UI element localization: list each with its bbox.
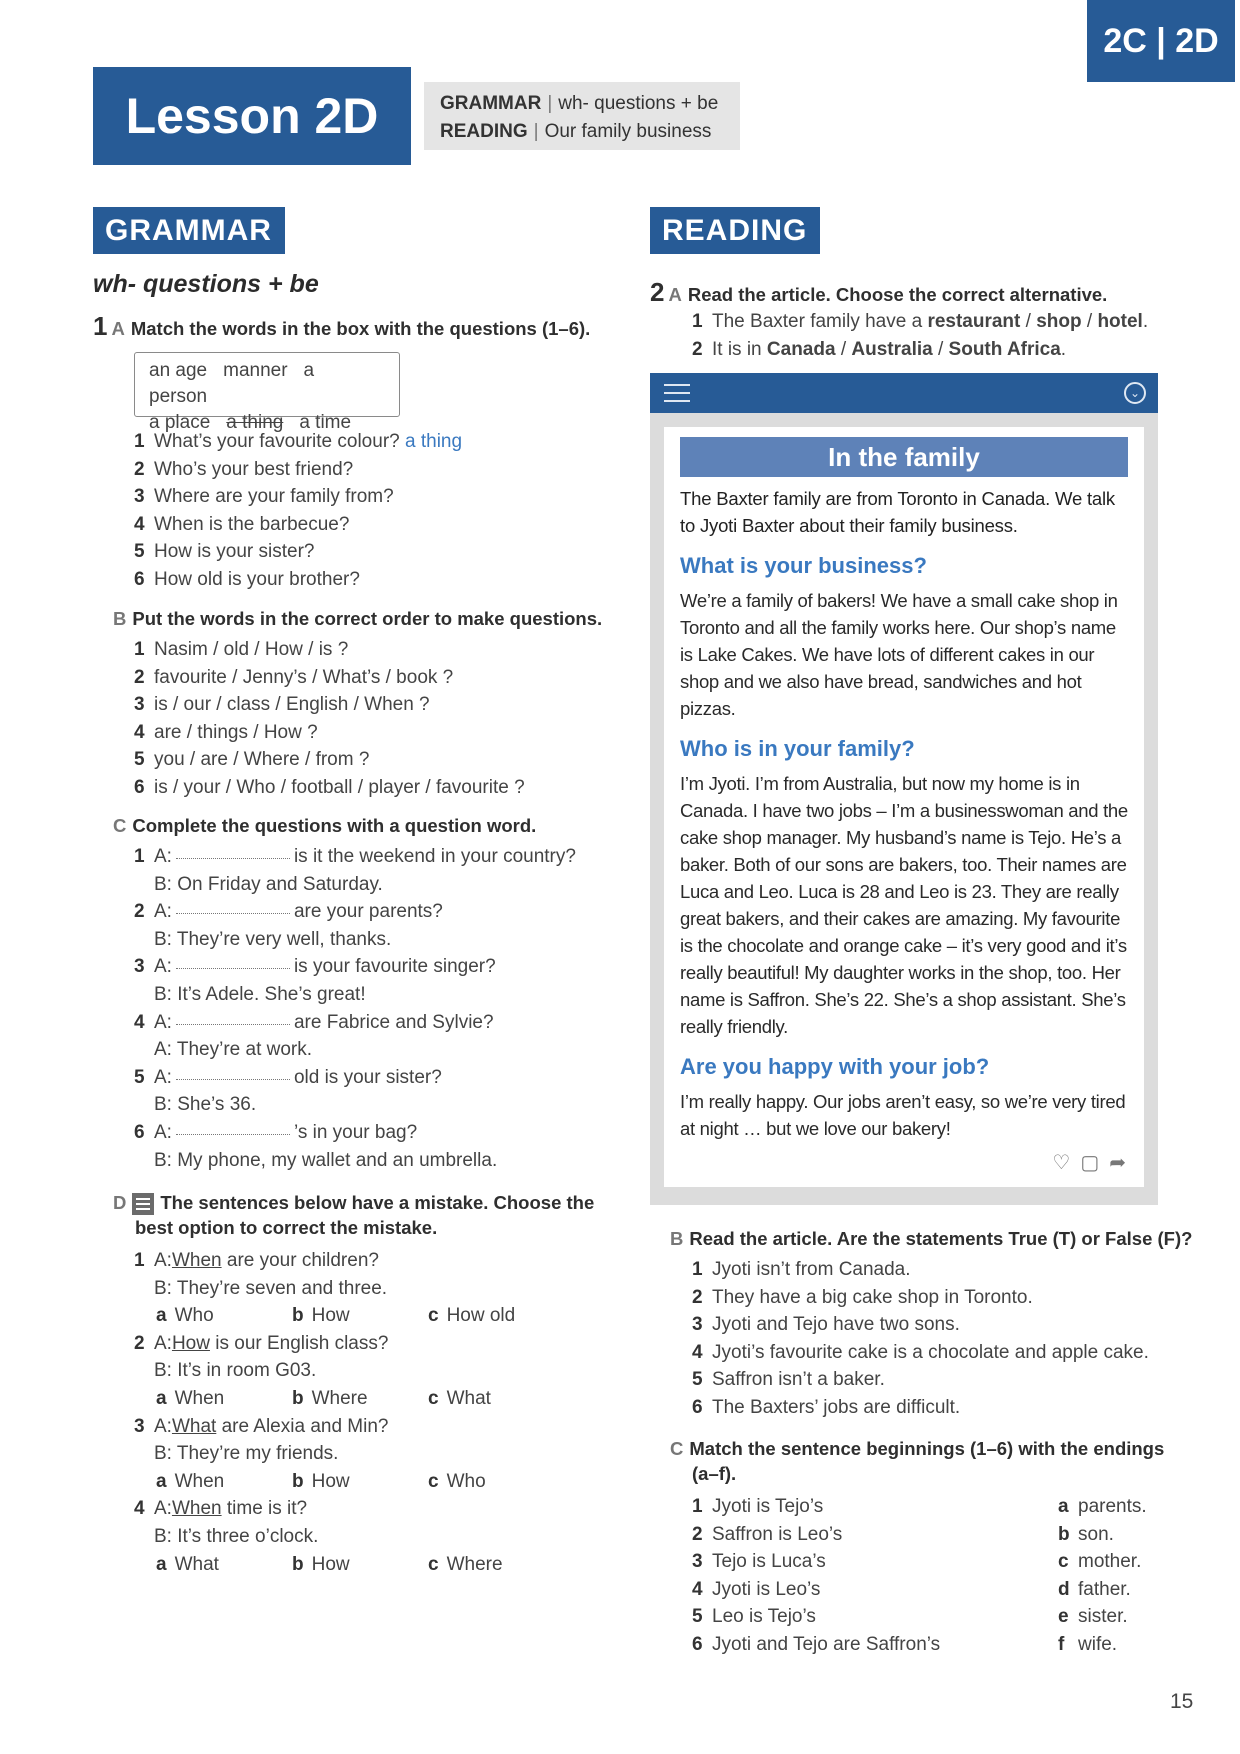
exercise-1c-list <box>134 843 594 1174</box>
item-number: 3 <box>134 956 145 978</box>
list-item <box>134 1413 594 1441</box>
option-letter: a <box>156 1553 167 1575</box>
exercise-1d-instruction <box>113 1190 594 1240</box>
box-word: a time <box>299 412 352 433</box>
exercise-1b-instruction <box>113 608 602 630</box>
reply-line: B: It’s three o’clock. <box>154 1525 319 1547</box>
list-item <box>134 1009 594 1037</box>
article <box>664 427 1144 1187</box>
item-text: favourite / Jenny’s / What’s / book ? <box>154 666 454 688</box>
item-text: you / are / Where / from ? <box>154 749 370 771</box>
option[interactable] <box>156 1468 292 1496</box>
list-item <box>692 1576 1162 1604</box>
item-number: 2 <box>134 458 145 480</box>
option[interactable] <box>428 1551 564 1579</box>
item-text-end: . <box>1060 338 1067 360</box>
list-item <box>692 1256 1192 1284</box>
reply-line: B: It’s in room G03. <box>154 1360 317 1382</box>
item-number: 5 <box>134 541 145 563</box>
exercise-2a-instruction <box>650 277 1107 308</box>
option[interactable] <box>292 1468 428 1496</box>
item-number: 1 <box>692 311 703 332</box>
item-text: It is in <box>712 338 767 360</box>
option-letter: c <box>428 1387 439 1409</box>
item-number: 2 <box>134 1332 145 1354</box>
option-text: When <box>174 1470 225 1492</box>
lesson-title: Lesson 2D <box>93 67 411 165</box>
lesson-topics: GRAMMAR | wh- questions + be READING | Our family business <box>424 82 740 150</box>
list-item <box>134 1247 594 1275</box>
reply-line: B: It’s Adele. She’s great! <box>154 983 366 1005</box>
article-phone-frame <box>650 373 1158 1205</box>
item-number: 6 <box>134 568 145 590</box>
item-text: are Alexia and Min? <box>221 1415 389 1437</box>
ending-letter: f <box>1058 1633 1065 1655</box>
option-row <box>134 1385 594 1413</box>
exercise-letter: C <box>113 815 127 836</box>
option[interactable] <box>292 1385 428 1413</box>
item-text: is / your / Who / football / player / favourite ? <box>154 776 525 798</box>
grammar-heading-text: wh- questions + be <box>93 270 319 298</box>
heart-icon[interactable]: ♡ <box>1052 1152 1071 1174</box>
option-text: What <box>174 1553 219 1575</box>
item-number: 5 <box>134 1066 145 1088</box>
option-row <box>134 1551 594 1579</box>
item-text: Jyoti is Leo’s <box>712 1578 821 1600</box>
topic-label: READING <box>440 121 528 142</box>
exercise-number: 1 <box>93 311 108 341</box>
speaker: A: <box>154 956 172 978</box>
item-text: Who’s your best friend? <box>154 458 354 480</box>
option[interactable] <box>428 1385 564 1413</box>
alternative[interactable]: Australia <box>851 338 933 360</box>
list-item <box>134 636 594 664</box>
item-text: is it the weekend in your country? <box>293 846 576 867</box>
instruction-text: Match the sentence beginnings (1–6) with the endings <box>689 1438 1165 1459</box>
item-text: What’s your favourite colour? <box>154 431 400 452</box>
list-item: 1 The Baxter family have a restaurant / shop / hotel . <box>692 308 1192 336</box>
ending-text: father. <box>1078 1578 1131 1600</box>
option-text: Where <box>311 1387 368 1409</box>
speaker: A: <box>154 901 172 923</box>
exercise-number: 2 <box>650 277 665 307</box>
list-item <box>692 1366 1192 1394</box>
item-number: 6 <box>134 1121 145 1143</box>
exercise-letter: A <box>111 318 125 339</box>
exercise-1d-list <box>134 1247 594 1578</box>
article-paragraph: I’m really happy. Our jobs aren’t easy, so we’re very tired at night … but we love our bakery! <box>680 1091 1126 1139</box>
item-number: 4 <box>692 1341 703 1363</box>
item-text: ’s in your bag? <box>293 1121 418 1143</box>
exercise-2c-instruction <box>670 1436 1164 1486</box>
item-number: 3 <box>692 1551 703 1573</box>
instruction-text: Complete the questions with a question word. <box>132 815 537 836</box>
unit-tab: 2C | 2D <box>1087 0 1235 82</box>
option-letter: c <box>428 1470 439 1492</box>
item-number: 2 <box>134 901 145 923</box>
list-item <box>134 664 594 692</box>
alternative[interactable]: restaurant <box>927 311 1021 332</box>
list-item <box>134 691 594 719</box>
answer-blank[interactable] <box>176 843 290 859</box>
social-actions <box>1052 1150 1126 1175</box>
item-number: 6 <box>134 776 145 798</box>
reply-line: A: They’re at work. <box>154 1039 313 1061</box>
option-letter: b <box>292 1387 304 1409</box>
item-text: They have a big cake shop in Toronto. <box>712 1286 1033 1308</box>
list-item <box>692 1284 1192 1312</box>
speaker: A: <box>154 1011 172 1033</box>
list-item <box>692 1339 1192 1367</box>
reply-line: B: She’s 36. <box>154 1094 257 1116</box>
exercise-2b-instruction <box>670 1228 1192 1250</box>
answer-blank[interactable] <box>176 953 290 969</box>
item-text: Jyoti is Tejo’s <box>712 1496 824 1517</box>
option-row <box>134 1468 594 1496</box>
list-item <box>134 1119 594 1147</box>
exercise-letter: B <box>113 608 127 629</box>
topic-value: Our family business <box>544 121 712 142</box>
exercise-2a-list <box>692 308 1192 363</box>
item-text: is our English class? <box>215 1332 389 1354</box>
speaker: A: <box>154 1332 172 1354</box>
option-letter: c <box>428 1553 439 1575</box>
exercise-1a-list <box>134 428 574 594</box>
option-text: How <box>311 1305 350 1327</box>
reply-line: B: They’re my friends. <box>154 1443 339 1465</box>
item-text: are your parents? <box>293 901 443 923</box>
item-text-end: . <box>1142 311 1149 332</box>
option-letter: b <box>292 1470 304 1492</box>
item-text: The Baxters’ jobs are difficult. <box>712 1396 961 1418</box>
list-item <box>134 746 594 774</box>
item-number: 3 <box>134 1415 145 1437</box>
option-text: When <box>174 1387 225 1409</box>
option-letter: a <box>156 1387 167 1409</box>
item-text: Saffron is Leo’s <box>712 1523 843 1545</box>
item-text: Where are your family from? <box>154 486 394 508</box>
article-subheading: Who is in your family? <box>680 736 915 761</box>
reply-line: B: My phone, my wallet and an umbrella. <box>154 1149 498 1171</box>
exercise-1c-instruction <box>113 815 536 837</box>
article-subheading: What is your business? <box>680 553 927 578</box>
ending-letter: a <box>1058 1496 1069 1517</box>
option[interactable] <box>292 1302 428 1330</box>
item-text: time is it? <box>226 1498 308 1520</box>
item-number: 2 <box>134 666 145 688</box>
box-word: a place <box>149 412 211 433</box>
list-item: 2 It is in Canada / Australia / South Africa . <box>692 336 1192 364</box>
alternative[interactable]: hotel <box>1097 311 1143 332</box>
item-text: Jyoti and Tejo have two sons. <box>712 1314 960 1336</box>
item-number: 2 <box>692 1523 703 1545</box>
speaker: A: <box>154 1250 172 1271</box>
article-subheading: Are you happy with your job? <box>680 1054 990 1079</box>
item-number: 1 <box>692 1259 703 1280</box>
box-word: manner <box>223 360 288 381</box>
exercise-letter: B <box>670 1228 684 1249</box>
mistake-word: When <box>171 1250 222 1271</box>
item-number: 4 <box>134 513 145 535</box>
item-text: is your favourite singer? <box>293 956 496 978</box>
item-number: 4 <box>692 1578 703 1600</box>
ending-text: son. <box>1078 1523 1114 1545</box>
item-text: Jyoti isn’t from Canada. <box>712 1259 911 1280</box>
mistake-word: How <box>171 1332 210 1354</box>
list-item <box>134 538 574 566</box>
ending-letter: d <box>1058 1578 1070 1600</box>
menu-icon[interactable] <box>664 384 690 402</box>
option-text: Who <box>174 1305 214 1327</box>
instruction-text: The sentences below have a mistake. Choose the <box>160 1192 595 1213</box>
list-item <box>134 511 574 539</box>
item-text: The Baxter family have a <box>712 311 928 332</box>
document-icon <box>132 1193 154 1215</box>
option-row <box>134 1302 594 1330</box>
item-text: old is your sister? <box>293 1066 442 1088</box>
alternative[interactable]: Canada <box>766 338 836 360</box>
item-number: 4 <box>134 721 145 743</box>
item-text: How is your sister? <box>154 541 315 563</box>
list-item <box>692 1311 1192 1339</box>
list-item <box>692 1493 1162 1521</box>
item-number: 3 <box>134 694 145 716</box>
list-item <box>134 456 574 484</box>
list-item <box>134 1064 594 1092</box>
article-paragraph: We’re a family of bakers! We have a small cake shop in Toronto and all the family works here. Our shop’s name is Lake Cakes. We have lots of different cakes in our shop and we also have bread, sandwiches and hot pizzas. <box>680 590 1118 719</box>
exercise-2c-list <box>692 1493 1162 1659</box>
item-number: 1 <box>134 846 145 867</box>
ending-letter: c <box>1058 1551 1069 1573</box>
list-item <box>692 1394 1192 1422</box>
item-number: 4 <box>134 1011 145 1033</box>
item-text: Jyoti and Tejo are Saffron’s <box>712 1633 941 1655</box>
item-number: 2 <box>692 338 703 360</box>
item-text: are your children? <box>226 1250 379 1271</box>
list-item <box>134 843 594 871</box>
option-text: How <box>311 1553 350 1575</box>
speaker: A: <box>154 1066 172 1088</box>
item-number: 5 <box>692 1606 703 1628</box>
list-item <box>134 953 594 981</box>
item-number: 1 <box>692 1496 703 1517</box>
item-number: 2 <box>692 1286 703 1308</box>
mistake-word: When <box>171 1498 222 1520</box>
exercise-2b-list <box>692 1256 1192 1422</box>
instruction-text-cont: best option to correct the mistake. <box>135 1217 438 1239</box>
option-letter: b <box>292 1553 304 1575</box>
option-text: How old <box>446 1305 516 1327</box>
list-item <box>134 719 594 747</box>
option-letter: b <box>292 1305 304 1327</box>
exercise-1a-instruction <box>93 311 590 342</box>
speaker: A: <box>154 1121 172 1143</box>
item-number: 3 <box>134 486 145 508</box>
ending-text: parents. <box>1078 1496 1147 1517</box>
option-letter: a <box>156 1470 167 1492</box>
ending-text: wife. <box>1078 1633 1118 1655</box>
reply-line: B: On Friday and Saturday. <box>154 873 383 895</box>
grammar-heading <box>93 270 319 299</box>
topic-label: GRAMMAR <box>440 93 542 114</box>
ending-text: mother. <box>1078 1551 1142 1573</box>
speaker: A: <box>154 1498 172 1520</box>
option[interactable] <box>156 1385 292 1413</box>
item-number: 5 <box>134 749 145 771</box>
speaker: A: <box>154 1415 172 1437</box>
answer-blank[interactable] <box>176 1119 290 1135</box>
list-item <box>134 774 594 802</box>
item-text: are Fabrice and Sylvie? <box>293 1011 494 1033</box>
speaker: A: <box>154 846 172 867</box>
item-text: Nasim / old / How / is ? <box>154 639 349 660</box>
exercise-letter: A <box>668 284 682 305</box>
list-item <box>692 1548 1162 1576</box>
reply-line: B: They’re seven and three. <box>154 1277 388 1299</box>
item-number: 3 <box>692 1314 703 1336</box>
item-text: Jyoti’s favourite cake is a chocolate and apple cake. <box>712 1341 1149 1363</box>
exercise-letter: C <box>670 1438 684 1459</box>
answer-blank[interactable] <box>176 1009 290 1025</box>
list-item <box>134 898 594 926</box>
option-text: Who <box>446 1470 486 1492</box>
item-number: 6 <box>692 1396 703 1418</box>
option-text: What <box>446 1387 491 1409</box>
item-text: is / our / class / English / When ? <box>154 694 430 716</box>
comment-icon[interactable]: ▢ <box>1080 1152 1100 1174</box>
option-letter: c <box>428 1305 439 1327</box>
reading-section-label: READING <box>650 207 820 254</box>
option[interactable] <box>428 1468 564 1496</box>
item-text: are / things / How ? <box>154 721 318 743</box>
option-text: How <box>311 1470 350 1492</box>
alternative[interactable]: shop <box>1036 311 1082 332</box>
instruction-text: Read the article. Are the statements True (T) or False (F)? <box>689 1228 1193 1249</box>
list-item <box>692 1603 1162 1631</box>
list-item <box>134 1495 594 1523</box>
list-item <box>134 1330 594 1358</box>
answer-blank[interactable] <box>176 1064 290 1080</box>
option[interactable] <box>428 1302 564 1330</box>
chevron-down-icon[interactable]: ⌄ <box>1124 382 1146 404</box>
list-item <box>134 483 574 511</box>
exercise-1b-list <box>134 636 594 802</box>
answer-blank[interactable] <box>176 898 290 914</box>
ending-letter: e <box>1058 1606 1069 1628</box>
option-text: Where <box>446 1553 503 1575</box>
box-word-crossed: a thing <box>226 412 284 433</box>
option-letter: a <box>156 1305 167 1327</box>
ending-letter: b <box>1058 1523 1070 1545</box>
app-bar <box>650 373 1158 413</box>
option[interactable] <box>292 1551 428 1579</box>
article-intro: The Baxter family are from Toronto in Canada. We talk to Jyoti Baxter about their family business. <box>680 488 1115 536</box>
item-number: 6 <box>692 1633 703 1655</box>
exercise-letter: D <box>113 1192 127 1213</box>
share-icon[interactable]: ➦ <box>1109 1152 1126 1174</box>
item-text: Tejo is Luca’s <box>712 1551 826 1573</box>
instruction-text-cont: (a–f). <box>692 1463 737 1484</box>
item-text: Leo is Tejo’s <box>712 1606 816 1628</box>
ending-text: sister. <box>1078 1606 1128 1628</box>
item-number: 5 <box>692 1369 703 1391</box>
instruction-text: Match the words in the box with the questions (1–6). <box>130 318 591 339</box>
item-text: How old is your brother? <box>154 568 360 590</box>
list-item <box>692 1521 1162 1549</box>
instruction-text: Put the words in the correct order to make questions. <box>132 608 603 629</box>
list-item <box>134 566 574 594</box>
option[interactable] <box>156 1551 292 1579</box>
example-answer: a thing <box>405 431 463 452</box>
list-item <box>134 428 574 456</box>
item-number: 1 <box>134 1250 145 1271</box>
word-box <box>134 352 400 433</box>
article-paragraph: I’m Jyoti. I’m from Australia, but now my home is in Canada. I have two jobs – I’m a businesswoman and the cake shop manager. My husband’s name is Tejo. He’s a baker. Both of our sons are bakers, too. Their names are Luca and Leo. Luca is 28 and Leo is 23. They are really great bakers, and their cakes are amazing. My favourite is the chocolate and orange cake – it’s very good and it’s really beautiful! My daughter works in the shop, too. Her name is Saffron. She’s 22. She’s a shop assistant. She’s really friendly. <box>680 773 1128 1037</box>
article-title: In the family <box>680 437 1128 477</box>
alternative[interactable]: South Africa <box>948 338 1061 360</box>
item-text: When is the barbecue? <box>154 513 350 535</box>
box-word: a person <box>149 360 315 407</box>
grammar-section-label: GRAMMAR <box>93 207 285 254</box>
reply-line: B: They’re very well, thanks. <box>154 928 392 950</box>
topic-value: wh- questions + be <box>558 93 719 114</box>
option[interactable] <box>156 1302 292 1330</box>
box-word: an age <box>149 360 208 381</box>
instruction-text: Read the article. Choose the correct alternative. <box>687 284 1108 305</box>
item-number: 1 <box>134 431 145 452</box>
mistake-word: What <box>171 1415 217 1437</box>
item-text: Saffron isn’t a baker. <box>712 1369 885 1391</box>
list-item <box>692 1631 1162 1659</box>
item-number: 4 <box>134 1498 145 1520</box>
page-number: 15 <box>1170 1690 1194 1713</box>
item-number: 1 <box>134 639 145 660</box>
